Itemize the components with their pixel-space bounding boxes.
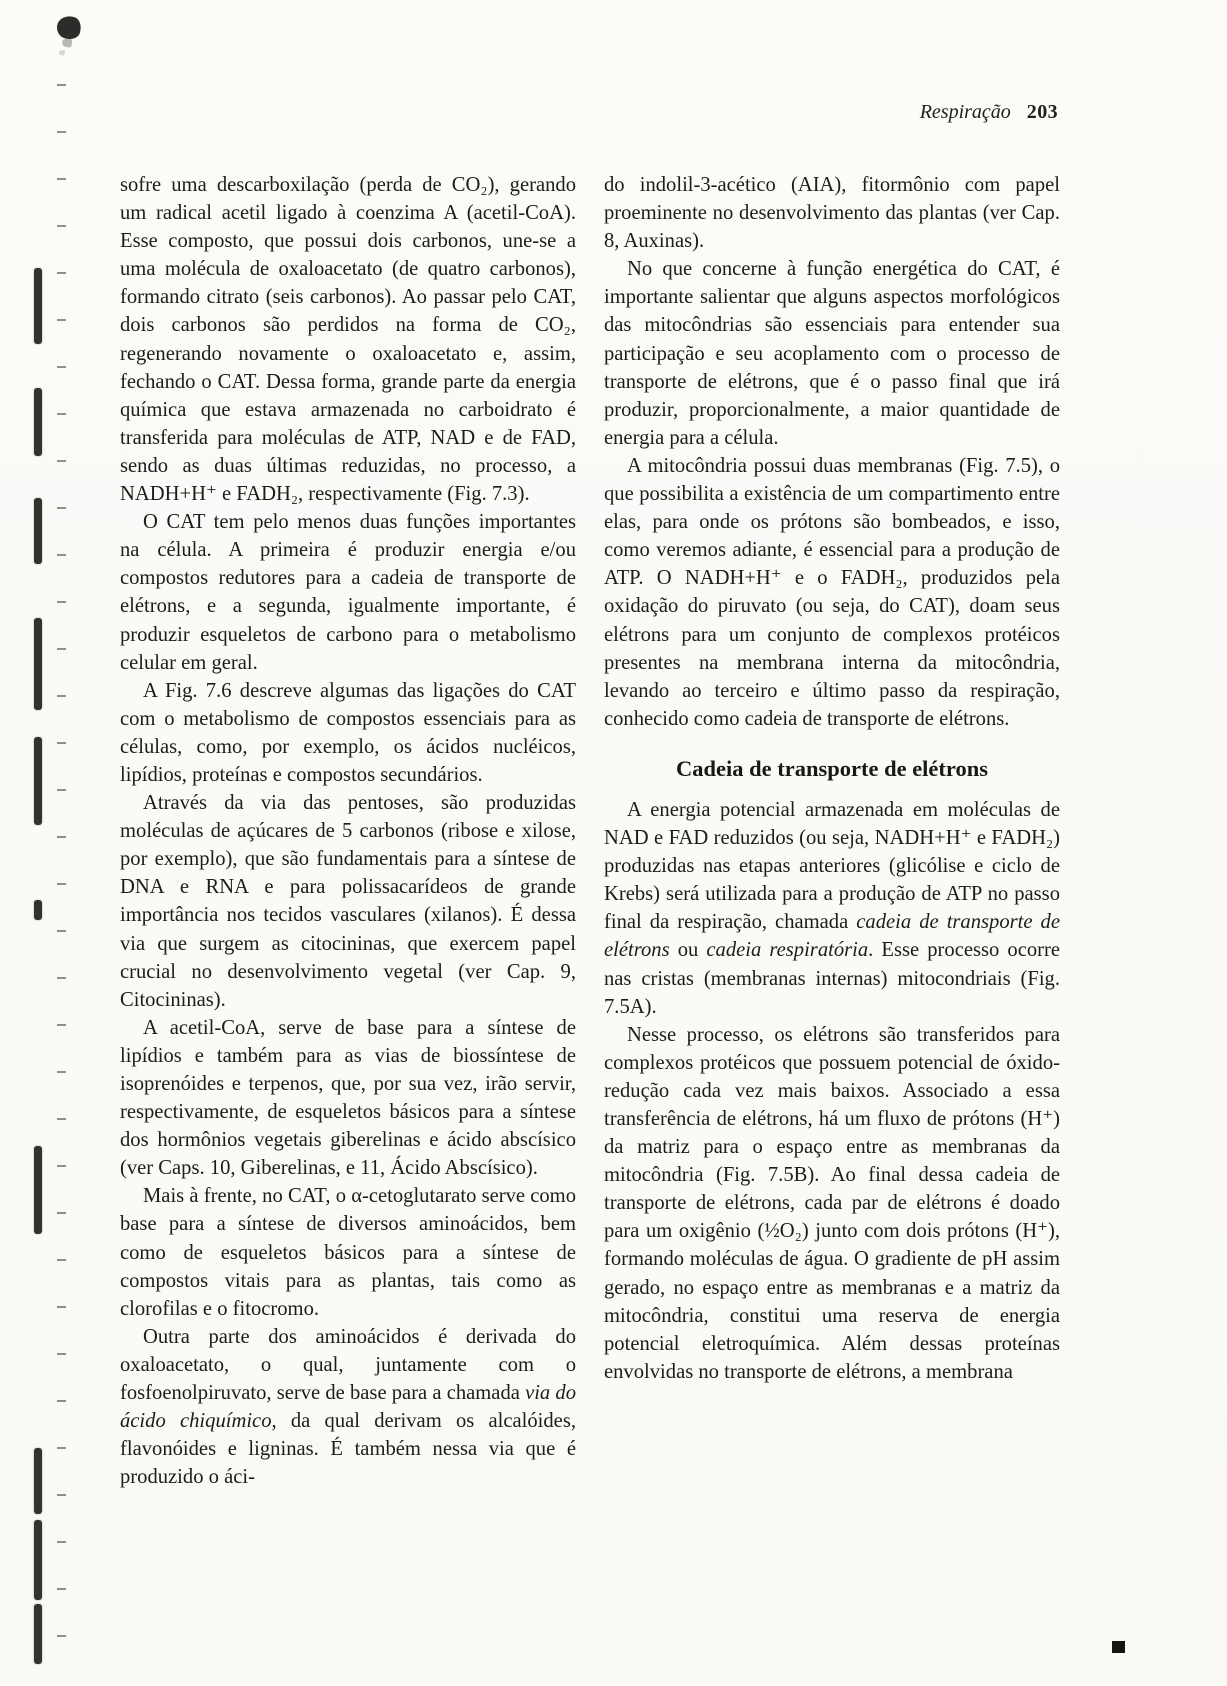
scan-smudge [54,13,84,42]
text-run: . Esse processo ocorre nas cristas (membranas internas) mitocondriais (Fig. 7.5A). [604,939,1061,1018]
page-number: 203 [1026,101,1058,123]
text-run: No que concerne à função energética do CAT, é importante salientar que alguns aspectos morfológicos das mitocôndrias são essenciais para entender sua participação e seu acoplamento com o processo de transporte de elétrons, que é o passo final que irá produzir, proporcionalmente, a maior quantidade de energia para a célula. [604,258,1060,449]
paragraph [120,677,576,789]
paragraph [604,796,1060,1021]
paragraph [604,255,1060,452]
scan-artifact-bar [34,268,42,344]
scan-artifact-bar [34,388,42,456]
text-run: , da qual derivam os alcalóides, flavonóides e ligninas. É também nessa via que é produzido o áci- [120,1410,576,1489]
text-run: Outra parte dos aminoácidos é derivada do oxaloacetato, o qual, juntamente com o fosfoenolpiruvato, serve de base para a chamada [120,1325,576,1405]
paragraph [604,452,1060,733]
text-run: do indolil-3-acético (AIA), fitormônio com papel proeminente no desenvolvimento das plantas (ver Cap. 8, Auxinas). [604,174,1060,253]
paragraph [120,1323,576,1492]
text-run: sofre uma descarboxilação (perda de CO₂), gerando um radical acetil ligado à coenzima A (acetil-CoA). Esse composto, que possui dois carbonos, une-se a uma molécula de oxaloacetato (de quatro carbonos), formando citrato (seis carbonos). Ao passar pelo CAT, dois carbonos são perdidos na forma de CO₂, regenerando novamente o oxaloacetato e, assim, fechando o CAT. Dessa forma, grande parte da energia química que estava armazenada no carboidrato é transferida para moléculas de ATP, NAD e de FAD, sendo as duas últimas reduzidas, no processo, a NADH+H⁺ e FADH₂, respectivamente (Fig. 7.3). [120,174,576,506]
margin-ticks [57,84,66,1656]
paragraph [120,1014,576,1183]
binding-marks [34,0,46,1686]
text-run: ou [669,939,707,962]
text-run: Através da via das pentoses, são produzidas moléculas de açúcares de 5 carbonos (ribose e xilose, por exemplo), que são fundamentais para a síntese de DNA e RNA e para polissacarídeos de grande importância nos tecidos vasculares (xilanos). É dessa via que surgem as citocininas, que exercem papel crucial no desenvolvimento vegetal (ver Cap. 9, Citocininas). [120,792,576,1011]
text-run: A acetil-CoA, serve de base para a síntese de lipídios e também para as vias de biossíntese de isoprenóides e terpenos, que, por sua vez, irão servir, respectivamente, de esqueletos básicos para a síntese dos hormônios vegetais giberelinas e ácido abscísico (ver Caps. 10, Giberelinas, e 11, Ácido Abscísico). [120,1016,576,1180]
text-run: A Fig. 7.6 descreve algumas das ligações do CAT com o metabolismo de compostos essenciais para as células, como, por exemplo, os ácidos nucléicos, lipídios, proteínas e compostos secundários. [120,679,576,786]
scan-artifact-bar [34,1604,42,1664]
section-heading: Cadeia de transporte de elétrons [675,755,989,781]
italic-text-run: cadeia respiratória [706,939,869,962]
paragraph [120,789,576,1014]
scan-artifact-bar [34,498,42,564]
text-run: O CAT tem pelo menos duas funções importantes na célula. A primeira é produzir energia e/ou compostos redutores para a cadeia de transporte de elétrons, e a segunda, igualmente importante, é produzir esqueletos de carbono para o metabolismo celular em geral. [120,511,576,674]
italic-text-run: cadeia de transporte de elétrons [604,911,1060,962]
italic-text-run: via do ácido chiquímico [120,1382,576,1433]
scan-artifact-bar [34,900,42,920]
running-title: Respiração [919,101,1011,123]
page-header [120,101,1058,124]
text-columns [120,171,1060,1491]
left-column [120,171,576,1491]
text-run: Mais à frente, no CAT, o α-cetoglutarato serve como base para a síntese de diversos aminoácidos, bem como de esqueletos básicos para a síntese de compostos vitais para as plantas, tais como as clorofilas e o fitocromo. [120,1185,576,1320]
paragraph [120,508,576,677]
paragraph [604,1021,1060,1386]
scan-artifact-bar [34,1448,42,1514]
paragraph [604,171,1060,255]
scan-artifact-bar [34,1520,42,1600]
paragraph [120,1182,576,1322]
text-run: A mitocôndria possui duas membranas (Fig. 7.5), o que possibilita a existência de um compartimento entre elas, para onde os prótons são bombeados, e isso, como veremos adiante, é essencial para a produção de ATP. O NADH+H⁺ e o FADH₂, produzidos pela oxidação do piruvato (ou seja, do CAT), doam seus elétrons para um conjunto de complexos protéicos presentes na membrana interna da mitocôndria, levando ao terceiro e último passo da respiração, conhecido como cadeia de transporte de elétrons. [604,454,1060,730]
right-column [604,171,1060,1491]
scan-artifact-square [1112,1641,1125,1653]
scan-artifact-bar [34,618,42,710]
text-run: Nesse processo, os elétrons são transferidos para complexos protéicos que possuem potencial de óxido-redução cada vez mais baixos. Associado a essa transferência de elétrons, há um fluxo de prótons (H⁺) da matriz para o espaço entre as membranas da mitocôndria (Fig. 7.5B). Ao final dessa cadeia de transporte de elétrons, cada par de elétrons é doado para um oxigênio (½O₂) junto com dois prótons (H⁺), formando moléculas de água. O gradiente de pH assim gerado, no espaço entre as membranas e a matriz da mitocôndria, constitui uma reserva de energia potencial eletroquímica. Além dessas proteínas envolvidas no transporte de elétrons, a membrana [604,1023,1060,1383]
paragraph [120,171,576,508]
scan-artifact-bar [34,737,42,825]
text-run: A energia potencial armazenada em moléculas de NAD e FAD reduzidos (ou seja, NADH+H⁺ e FADH₂) produzidas nas etapas anteriores (glicólise e ciclo de Krebs) será utilizada para a produção de ATP no passo final da respiração, chamada [604,798,1060,934]
scan-artifact-bar [34,1146,42,1234]
